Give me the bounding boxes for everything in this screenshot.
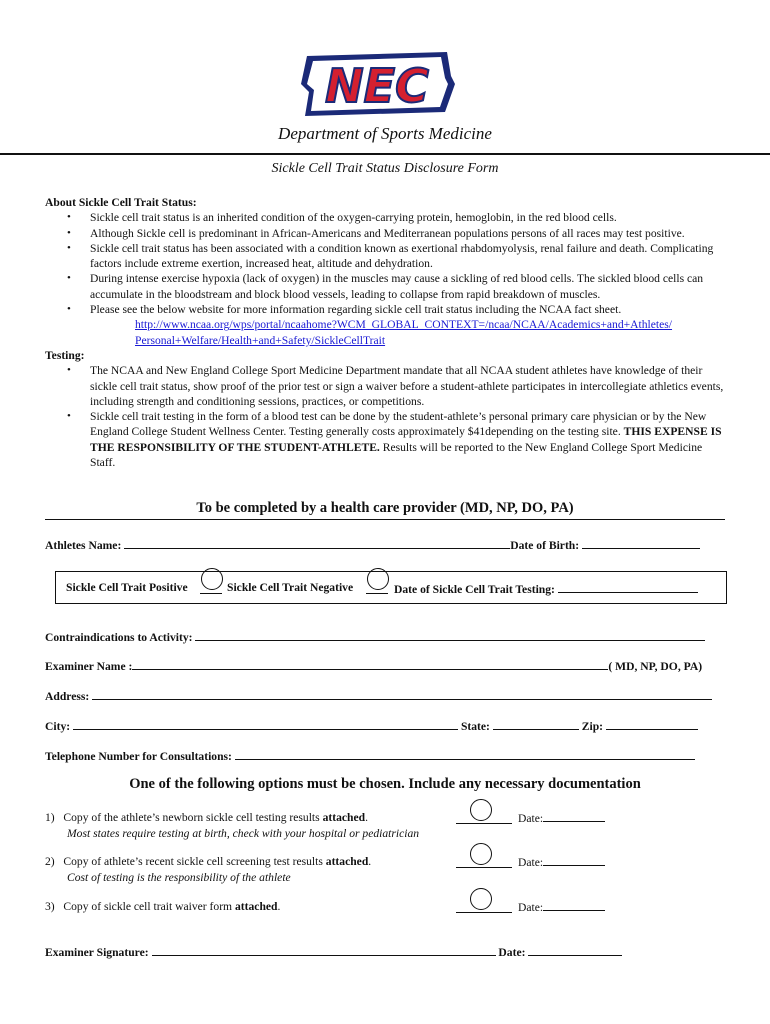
dob-field[interactable]	[582, 537, 700, 549]
signature-date-field[interactable]	[528, 944, 622, 956]
address-field[interactable]	[92, 688, 712, 700]
option-2-circle[interactable]	[470, 843, 492, 865]
city-label: City:	[45, 720, 71, 733]
trait-negative-label: Sickle Cell Trait Negative	[227, 581, 354, 594]
option-text: Copy of sickle cell trait waiver form	[63, 900, 235, 913]
signature-field[interactable]	[152, 944, 496, 956]
examiner-credentials: ( MD, NP, DO, PA)	[608, 660, 703, 673]
about-bullets	[45, 210, 730, 317]
testing-bullet: • The NCAA and New England College Sport Medicine Department mandate that all NCAA student athletes have knowledge of their sickle cell trait status, show proof of the prior test or sign a waiver before a student-athlete participates in intercollegiate athletics events, including strength and conditioning sessions, practices, or competitions.	[45, 363, 730, 409]
state-field[interactable]	[493, 718, 579, 730]
ncaa-link-line2[interactable]: Personal+Welfare/Health+and+Safety/SickleCellTrait	[135, 333, 386, 347]
option-item-3	[45, 899, 465, 915]
option-date-field[interactable]	[543, 854, 605, 866]
examiner-name-field[interactable]	[132, 658, 608, 670]
examiner-name-label: Examiner Name :	[45, 660, 133, 673]
testing-bullet-tail: Results will be reported to the New England College Sport Medicine Staff.	[90, 440, 703, 470]
state-label: State:	[460, 720, 490, 733]
option-item-2	[45, 854, 465, 885]
test-date-field[interactable]	[558, 581, 698, 593]
option-number: 2)	[45, 855, 55, 868]
trait-negative-circle[interactable]	[367, 568, 389, 590]
signature-date-label: Date:	[498, 946, 526, 959]
option-note: Most states require testing at birth, check with your hospital or pediatrician	[67, 826, 420, 840]
option-date-label: Date:	[518, 812, 544, 825]
city-state-zip-row	[45, 718, 698, 733]
examiner-name-row	[45, 658, 702, 673]
phone-field[interactable]	[235, 748, 695, 760]
about-bullet: • Sickle cell trait status has been associated with a condition known as exertional rhabdomyolysis, renal failure and death. Complicating factors include extreme exertion, increased heat, altitude and dehydration.	[45, 241, 730, 272]
signature-row	[45, 944, 622, 959]
dob-label: Date of Birth:	[510, 539, 580, 552]
ncaa-link-line1[interactable]: http://www.ncaa.org/wps/portal/ncaahome?WCM_GLOBAL_CONTEXT=/ncaa/NCAA/Academics+and+Athletes/	[135, 318, 673, 332]
about-heading: About Sickle Cell Trait Status:	[45, 196, 197, 209]
option-end: .	[365, 811, 368, 824]
phone-label: Telephone Number for Consultations:	[45, 750, 232, 763]
about-bullet: • During intense exercise hypoxia (lack of oxygen) in the muscles may cause a sickling of red blood cells. The sickled blood cells can accumulate in the bloodstream and block blood vessels, leading to collapse from rapid breakdown of muscles.	[45, 271, 730, 302]
about-bullet: • Please see the below website for more information regarding sickle cell trait status including the NCAA fact sheet.	[45, 302, 730, 317]
contraindications-row	[45, 629, 705, 644]
athletes-name-row	[45, 537, 700, 552]
ncaa-link-block	[45, 317, 730, 348]
athletes-name-label: Athletes Name:	[45, 539, 122, 552]
option-number: 3)	[45, 900, 55, 913]
logo-text: NEC	[325, 59, 429, 113]
option-3-date	[518, 899, 605, 916]
zip-label: Zip:	[581, 720, 603, 733]
option-text: Copy of the athlete’s newborn sickle cell testing results	[63, 811, 323, 824]
address-row	[45, 688, 712, 703]
options-title: One of the following options must be chosen. Include any necessary documentation	[129, 776, 641, 792]
option-attached: attached	[325, 855, 369, 868]
athletes-name-field[interactable]	[124, 537, 510, 549]
option-1-date	[518, 810, 605, 827]
provider-section-title: To be completed by a health care provider (MD, NP, DO, PA)	[196, 500, 574, 516]
option-date-field[interactable]	[543, 899, 605, 911]
trait-positive-label: Sickle Cell Trait Positive	[66, 581, 188, 594]
expense-notice: THIS EXPENSE IS THE RESPONSIBILITY OF THE STUDENT-ATHLETE.	[90, 425, 722, 454]
option-end: .	[368, 855, 372, 868]
testing-bullet-text: Sickle cell trait testing in the form of a blood test can be done by the student-athlete’s personal primary care physician or by the New England College Student Wellness Center. Testing generally costs approximately $41depending on the testing site.	[90, 410, 707, 439]
testing-bullet	[45, 409, 730, 470]
testing-heading: Testing:	[45, 348, 85, 362]
test-date-row	[394, 581, 698, 596]
option-attached: attached	[234, 900, 278, 913]
department-title: Department of Sports Medicine	[278, 124, 492, 143]
contraindications-field[interactable]	[195, 629, 705, 641]
nec-logo	[295, 48, 460, 120]
signature-label: Examiner Signature:	[45, 946, 149, 959]
provider-rule	[45, 519, 725, 520]
option-note: Cost of testing is the responsibility of the athlete	[67, 870, 291, 884]
test-date-label: Date of Sickle Cell Trait Testing:	[394, 583, 555, 596]
about-bullet: • Sickle cell trait status is an inherited condition of the oxygen-carrying protein, hemoglobin, in the red blood cells.	[45, 210, 730, 225]
option-3-circle[interactable]	[470, 888, 492, 910]
about-section	[45, 195, 730, 470]
header-rule	[0, 153, 770, 155]
option-item-1	[45, 810, 465, 841]
option-attached: attached	[322, 811, 366, 824]
option-date-field[interactable]	[543, 810, 605, 822]
testing-bullets	[45, 363, 730, 470]
option-end: .	[277, 900, 281, 913]
phone-row	[45, 748, 695, 763]
option-1-circle[interactable]	[470, 799, 492, 821]
city-field[interactable]	[73, 718, 458, 730]
option-2-date	[518, 854, 605, 871]
address-label: Address:	[45, 690, 90, 703]
option-date-label: Date:	[518, 901, 544, 914]
form-title: Sickle Cell Trait Status Disclosure Form	[271, 161, 499, 176]
contraindications-label: Contraindications to Activity:	[45, 631, 193, 644]
option-text: Copy of athlete’s recent sickle cell screening test results	[63, 855, 326, 868]
zip-field[interactable]	[606, 718, 698, 730]
option-date-label: Date:	[518, 856, 544, 869]
trait-positive-circle[interactable]	[201, 568, 223, 590]
about-bullet: • Although Sickle cell is predominant in African-Americans and Mediterranean populations persons of all races may test positive.	[45, 226, 730, 241]
option-number: 1)	[45, 811, 55, 824]
